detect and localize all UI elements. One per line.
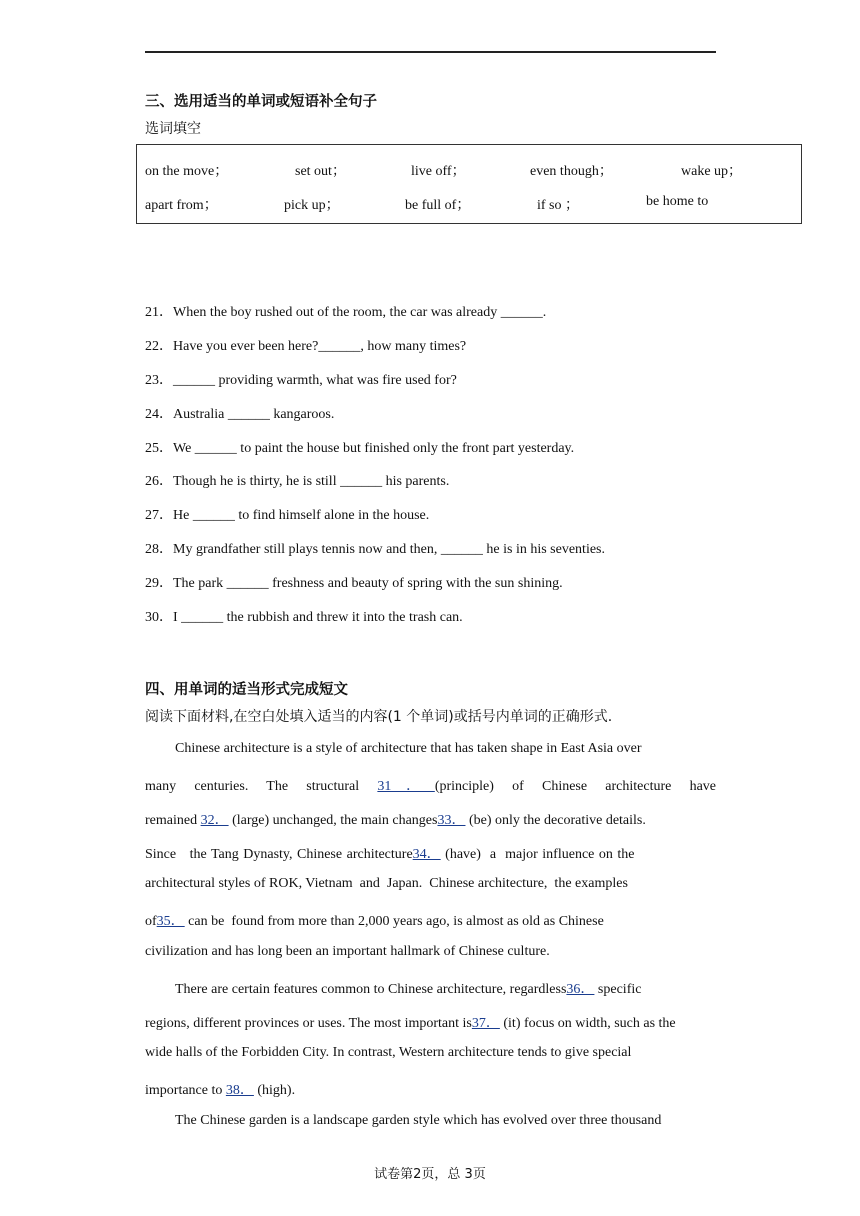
word-option: apart from；: [145, 198, 218, 213]
section4-title: 四、用单词的适当形式完成短文: [145, 682, 348, 698]
blank-38[interactable]: 38．: [225, 1083, 254, 1098]
passage-line: civilization and has long been an important hallmark of Chinese culture.: [145, 944, 550, 959]
passage-line: many centuries. The structural 31．(principle) of Chinese architecture have: [145, 779, 717, 794]
page-footer: 试卷第2页，总 3页: [374, 1167, 486, 1182]
word-option: wake up；: [681, 164, 743, 179]
question-25: 25．We ______ to paint the house but finished only the front part yesterday.: [145, 441, 575, 456]
blank-34[interactable]: 34．: [412, 847, 441, 862]
word-option: if so ；: [537, 198, 579, 213]
section3-title: 三、选用适当的单词或短语补全句子: [145, 94, 377, 110]
question-28: 28．My grandfather still plays tennis now and then, ______ he is in his seventies.: [145, 542, 605, 557]
word-option: be full of；: [405, 198, 471, 213]
passage-line: regions, different provinces or uses. The most important is37． (it) focus on width, such as the: [145, 1016, 676, 1031]
question-23: 23．______ providing warmth, what was fire used for?: [145, 373, 457, 388]
passage-line: wide halls of the Forbidden City. In contrast, Western architecture tends to give special: [145, 1045, 632, 1060]
blank-32[interactable]: 32．: [200, 813, 229, 828]
question-21: 21．When the boy rushed out of the room, the car was already ______.: [145, 305, 547, 320]
section3-instruction: 选词填空: [145, 121, 201, 137]
passage-line: There are certain features common to Chinese architecture, regardless36． specific: [175, 982, 642, 997]
passage-line: remained 32． (large) unchanged, the main changes33． (be) only the decorative details.: [145, 813, 646, 828]
section4-instruction: 阅读下面材料,在空白处填入适当的内容(1 个单词)或括号内单词的正确形式.: [145, 709, 613, 725]
word-option: on the move；: [145, 164, 229, 179]
word-option: set out；: [295, 164, 346, 179]
question-30: 30．I ______ the rubbish and threw it into the trash can.: [145, 610, 463, 625]
question-24: 24．Australia ______ kangaroos.: [145, 407, 335, 422]
blank-36[interactable]: 36．: [566, 982, 595, 997]
word-option: live off；: [411, 164, 466, 179]
passage-line: architectural styles of ROK, Vietnam and Japan. Chinese architecture, the examples: [145, 876, 628, 891]
blank-37[interactable]: 37．: [471, 1016, 500, 1031]
passage-line: The Chinese garden is a landscape garden style which has evolved over three thousand: [175, 1113, 662, 1128]
header-rule: [145, 51, 716, 53]
question-29: 29．The park ______ freshness and beauty of spring with the sun shining.: [145, 576, 563, 591]
word-option: be home to: [646, 194, 709, 209]
question-22: 22．Have you ever been here?______, how many times?: [145, 339, 467, 354]
passage-line: Chinese architecture is a style of architecture that has taken shape in East Asia over: [175, 741, 642, 756]
question-27: 27．He ______ to find himself alone in the house.: [145, 508, 430, 523]
blank-31[interactable]: 31．: [377, 779, 435, 794]
question-26: 26．Though he is thirty, he is still ______ his parents.: [145, 474, 450, 489]
blank-33[interactable]: 33．: [437, 813, 466, 828]
passage-line: importance to 38． (high).: [145, 1083, 296, 1098]
passage-line: Since the Tang Dynasty, Chinese architecture34． (have) a major influence on the: [145, 847, 635, 862]
blank-35[interactable]: 35．: [156, 914, 185, 929]
passage-line: of35． can be found from more than 2,000 years ago, is almost as old as Chinese: [145, 914, 604, 929]
word-option: pick up；: [284, 198, 340, 213]
word-option: even though；: [530, 164, 613, 179]
word-bank: [136, 144, 802, 224]
